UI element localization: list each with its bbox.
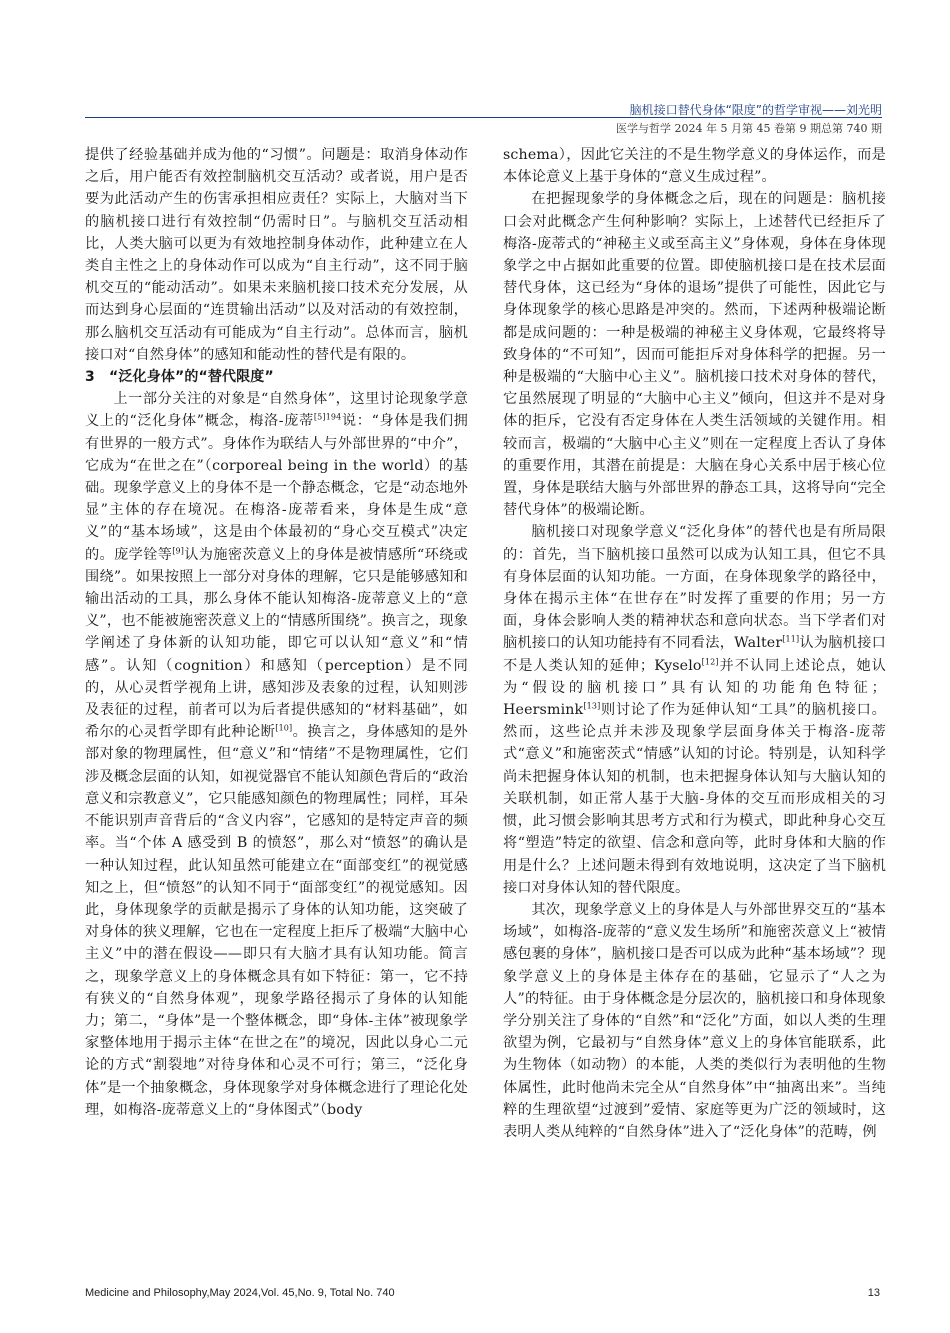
text-run: 则讨论了作为延伸认知“工具”的脑机接口。然而，这些论点并未涉及现象学层面身体关于梅洛-庞蒂式“意义”和施密茨式“情感”认知的讨论。特别是，认知科学尚未把握身体认知的机制，也未把握身体认知与大脑认知的关联机制，如正常人基于大脑-身体的交互而形成相关的习惯，此习惯会影响其思考方式和行为模式，即此种身心交互将“塑造”特定的欲望、信念和意向等，此时身体和大脑的作用是什么？上述问题未得到有效地说明，这决定了当下脑机接口对身体认知的替代限度。 [503, 702, 886, 896]
paragraph [503, 521, 886, 898]
text-run: 说：“身体是我们拥有世界的一般方式”。身体作为联结人与外部世界的“中介”，它成为“在世之在”（corporeal being in the world）的基础。现象学意义上的身体不是一个静态概念，它是“动态地外显”主体的存在境况。在梅洛-庞蒂看来，身体是生成“意义”的“基本场域”，这是由个体最初的“身心交互模式”决定的。庞学铨等 [85, 413, 468, 563]
paragraph: 其次，现象学意义上的身体是人与外部世界交互的“基本场域”，如梅洛-庞蒂的“意义发生场所”和施密茨意义上“被情感包裹的身体”，脑机接口是否可以成为此种“基本场域”？现象学意义上的身体是主体存在的基础，它显示了“人之为人”的特征。由于身体概念是分层次的，脑机接口和身体现象学分别关注了身体的“自然”和“泛化”方面，如以人类的生理欲望为例，它最初与“自然身体”意义上的身体官能联系，此为生物体（如动物）的本能，人类的类似行为表明他的生物体属性，此时他尚未完全从“自然身体”中“抽离出来”。当纯粹的生理欲望“过渡到”爱情、家庭等更为广泛的领域时，这表明人类从纯粹的“自然身体”进入了“泛化身体”的范畴，例 [503, 901, 886, 1140]
citation-ref[interactable]: [11] [782, 634, 800, 644]
header-divider [85, 117, 882, 118]
text-run: 认为脑机接口不是人类认知的延伸；Kyselo [503, 635, 886, 674]
citation-ref[interactable]: [13] [583, 701, 601, 711]
paragraph: 提供了经验基础并成为他的“习惯”。问题是：取消身体动作之后，用户能否有效控制脑机交互活动？或者说，用户是否要为此活动产生的伤害承担相应责任？实际上，大脑对当下的脑机接口进行有效控制“仍需时日”。与脑机交互活动相比，人类大脑可以更为有效地控制身体动作，此种建立在人类自主性之上的身体动作可以成为“自主行动”，这不同于脑机交互的“能动活动”。如果未来脑机接口技术充分发展，从而达到身心层面的“连贯输出活动”以及对活动的有效控制，那么脑机交互活动有可能成为“自主行动”。总体而言，脑机接口对“自然身体”的感知和能动性的替代是有限的。 [85, 147, 468, 363]
page-number: 13 [867, 1287, 880, 1299]
running-header-journal-info: 医学与哲学 2024 年 5 月第 45 卷第 9 期总第 740 期 [616, 122, 882, 135]
left-column [85, 144, 468, 1121]
text-run: 上一部分关注的对象是“自然身体”，这里讨论现象学意义上的“泛化身体”概念，梅洛-庞蒂 [85, 391, 468, 430]
citation-ref[interactable]: [9] [172, 545, 185, 555]
text-run: 并不认同上述论点，她认为“假设的脑机接口”具有认知的功能角色特征；Heersmink [503, 657, 886, 719]
text-run: 。换言之，身体感知的是外部对象的物理属性，但“意义”和“情绪”不是物理属性，它们涉及概念层面的认知，如视觉器官不能认知颜色背后的“政治意义和宗教意义”，它只能感知颜色的物理属性；同样，耳朵不能识别声音背后的“含义内容”，它感知的是特定声音的频率。当“个体 A 感受到 B 的愤怒”，那么对“愤怒”的确认是一种认知过程，此认知虽然可能建立在“面部变红”的视觉感知之上，但“愤怒”的认知不同于“面部变红”的视觉感知。因此，身体现象学的贡献是揭示了身体的认知功能，这突破了对身体的狭义理解，它也在一定程度上拒斥了极端“大脑中心主义”中的潜在假设——即只有大脑才具有认知功能。简言之，现象学意义上的身体概念具有如下特征：第一，它不持有狭义的“自然身体观”，现象学路径揭示了身体的认知能力；第二，“身体”是一个整体概念，即“身体-主体”被现象学家整体地用于揭示主体“在世之在”的境况，因此以身心二元论的方式“割裂地”对待身体和心灵不可行；第三，“泛化身体”是一个抽象概念，身体现象学对身体概念进行了理论化处理，如梅洛-庞蒂意义上的“身体图式”（body [85, 724, 468, 1118]
citation-ref[interactable]: [12] [701, 656, 719, 666]
section-heading: 3 “泛化身体”的“替代限度” [85, 369, 274, 386]
footer-journal-citation: Medicine and Philosophy,May 2024,Vol. 45,No. 9, Total No. 740 [85, 1287, 395, 1299]
paragraph [85, 388, 468, 1121]
citation-ref[interactable]: [10] [275, 723, 293, 733]
paragraph: schema），因此它关注的不是生物学意义的身体运作，而是本体论意义上基于身体的“意义生成过程”。 [503, 147, 886, 186]
paragraph: 在把握现象学的身体概念之后，现在的问题是：脑机接口会对此概念产生何种影响？实际上，上述替代已经拒斥了梅洛-庞蒂式的“神秘主义或至高主义”身体观，身体在身体现象学之中占据如此重要的位置。即使脑机接口是在技术层面替代身体，这已经为“身体的退场”提供了可能性，因此它与身体现象学的核心思路是冲突的。然而，下述两种极端论断都是成问题的：一种是极端的神秘主义身体观，它最终将导致身体的“不可知”，因而可能拒斥对身体科学的把握。另一种是极端的“大脑中心主义”。脑机接口技术对身体的替代，它虽然展现了明显的“大脑中心主义”倾向，但这并不是对身体的拒斥，它没有否定身体在人类生活领域的关键作用。相较而言，极端的“大脑中心主义”则在一定程度上否认了身体的重要作用，其潜在前提是：大脑在身心关系中居于核心位置，身体是联结大脑与外部世界的静态工具，这将导向“完全替代身体”的极端论断。 [503, 191, 886, 519]
text-run: 脑机接口对现象学意义“泛化身体”的替代也是有所局限的：首先，当下脑机接口虽然可以成为认知工具，但它不具有身体层面的认知功能。一方面，在身体现象学的路径中，身体在揭示主体“在世存在”时发挥了重要的作用；另一方面，身体会影响人类的精神状态和意向状态。当下学者们对脑机接口的认知功能持有不同看法，Walter [503, 524, 886, 652]
text-run: 认为施密茨意义上的身体是被情感所“环绕或围绕”。如果按照上一部分对身体的理解，它只是能够感知和输出活动的工具，那么身体不能认知梅洛-庞蒂意义上的“意义”，也不能被施密茨意义上的“情感所围绕”。换言之，现象学阐述了身体新的认知功能，即它可以认知“意义”和“情感”。认知（cognition）和感知（perception）是不同的，从心灵哲学视角上讲，感知涉及表象的过程，认知则涉及表征的过程，前者可以为后者提供感知的“材料基础”，如希尔的心灵哲学即有此种论断 [85, 546, 468, 741]
running-header-title: 脑机接口替代身体“限度”的哲学审视——刘光明 [629, 103, 882, 117]
citation-ref[interactable]: [5]194 [313, 412, 342, 422]
right-column [503, 144, 886, 1143]
